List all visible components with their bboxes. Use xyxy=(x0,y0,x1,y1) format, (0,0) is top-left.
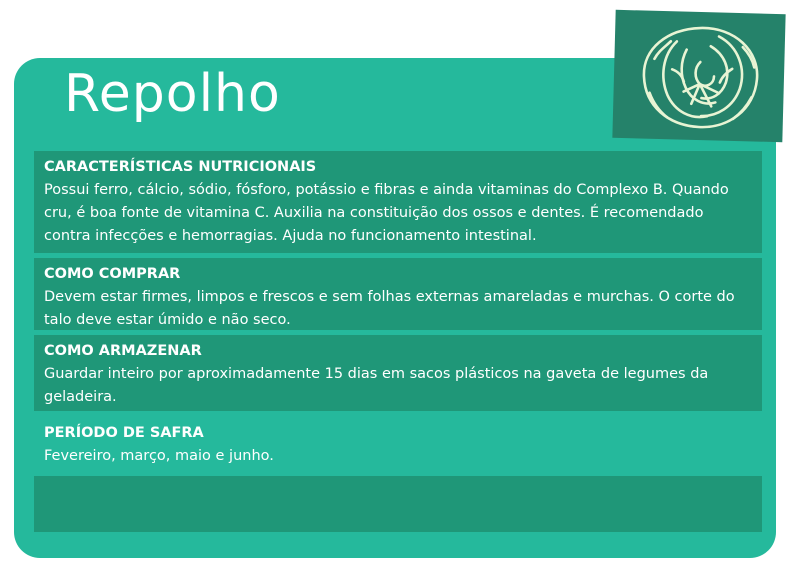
section-nutrition xyxy=(34,151,762,253)
cabbage-icon xyxy=(612,10,785,142)
section-heading: COMO COMPRAR xyxy=(44,266,181,282)
section-storage xyxy=(34,335,762,411)
section-heading: CARACTERÍSTICAS NUTRICIONAIS xyxy=(44,159,317,175)
section-body: Possui ferro, cálcio, sódio, fósforo, potássio e fibras e ainda vitaminas do Complexo B. Quando cru, é boa fonte de vitamina C. Auxilia na constituição dos ossos e dentes. É recomendado contra infecções e hemorragias. Ajuda no funcionamento intestinal. xyxy=(44,182,729,244)
section-heading: COMO ARMAZENAR xyxy=(44,343,202,359)
section-season xyxy=(34,417,762,471)
section-body: Fevereiro, março, maio e junho. xyxy=(44,448,274,464)
section-buying xyxy=(34,258,762,330)
section-body: Guardar inteiro por aproximadamente 15 dias em sacos plásticos na gaveta de legumes da geladeira. xyxy=(44,366,709,405)
section-body: Devem estar firmes, limpos e frescos e sem folhas externas amareladas e murchas. O corte do talo deve estar úmido e não seco. xyxy=(44,289,735,328)
page-title: Repolho xyxy=(64,64,281,124)
section-heading: PERÍODO DE SAFRA xyxy=(44,425,204,441)
cabbage-badge xyxy=(612,10,785,142)
empty-band xyxy=(34,476,762,532)
